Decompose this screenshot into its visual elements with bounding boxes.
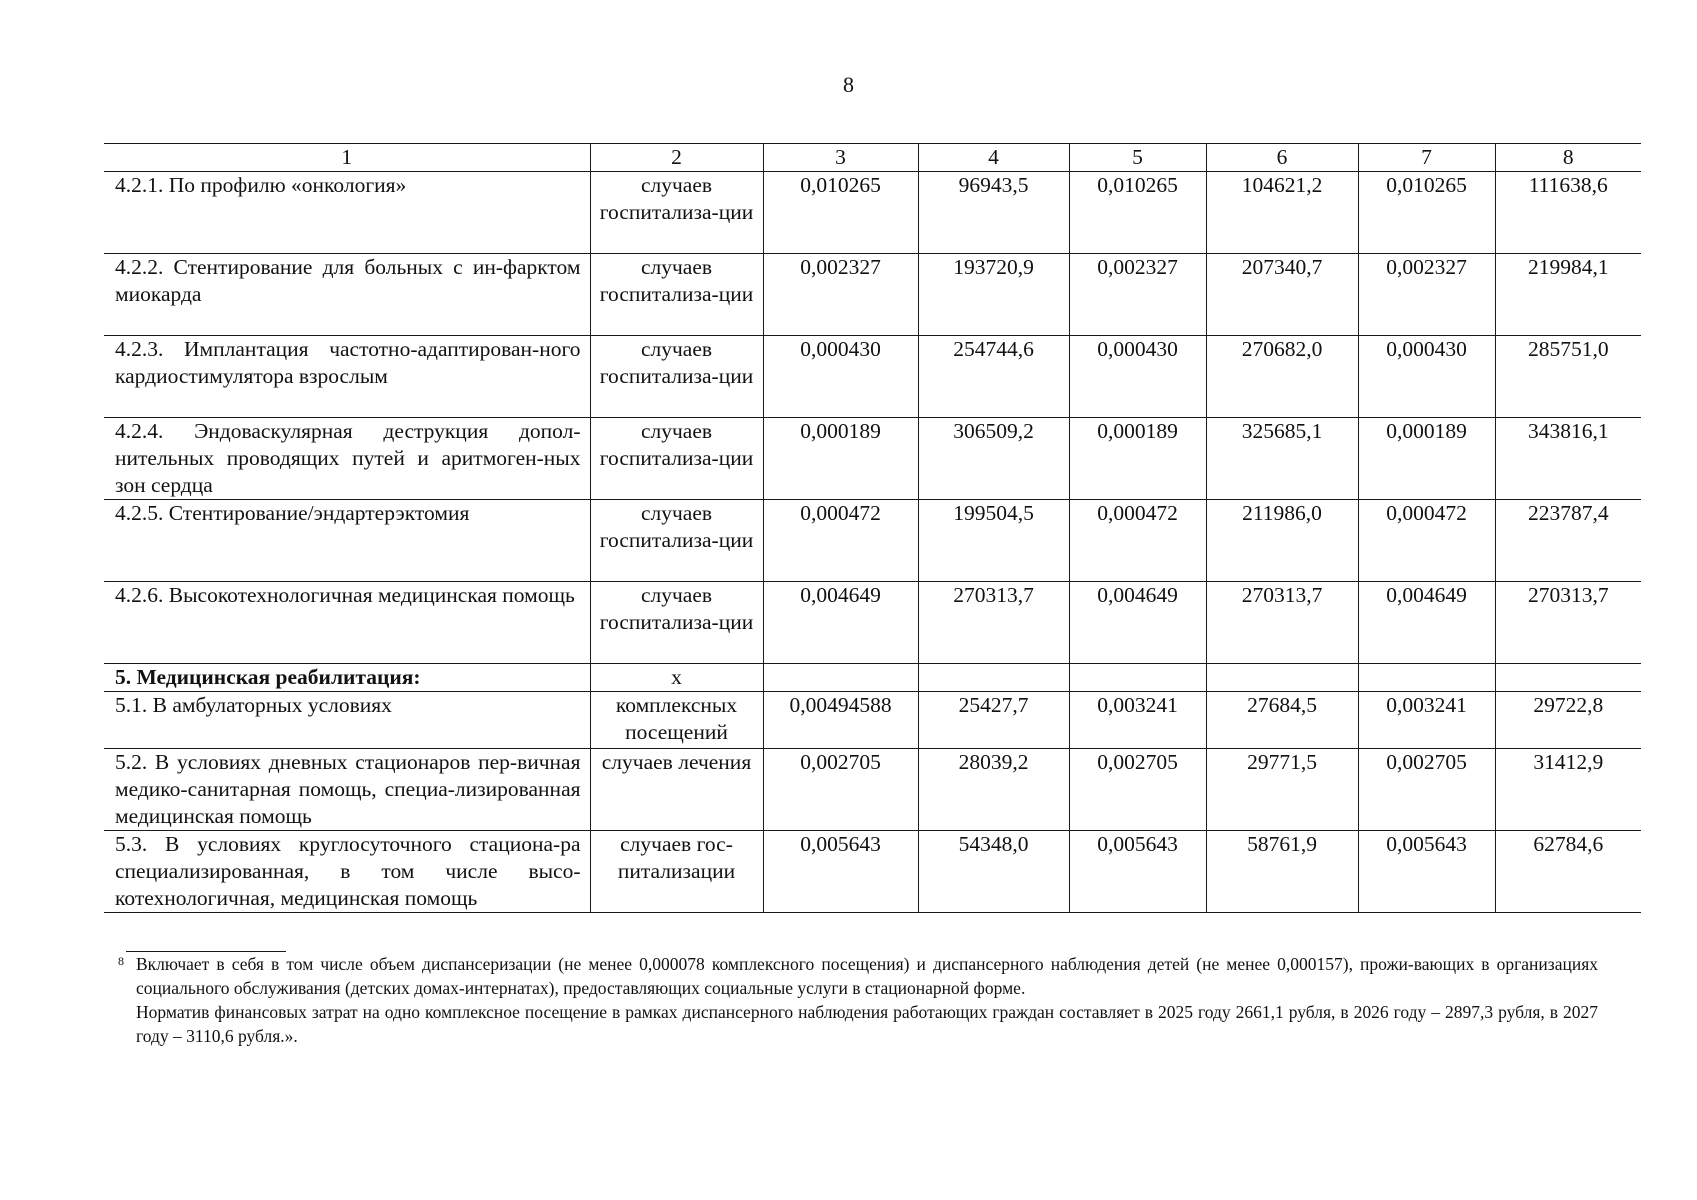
column-header: 7 — [1358, 144, 1495, 172]
cell-col-5: 0,000472 — [1069, 500, 1206, 582]
cell-col-5 — [1069, 664, 1206, 692]
row-unit: комплексных посещений — [590, 692, 763, 749]
column-header: 8 — [1495, 144, 1641, 172]
cell-col-8: 223787,4 — [1495, 500, 1641, 582]
cell-col-7: 0,004649 — [1358, 582, 1495, 664]
section-heading: 5. Медицинская реабилитация: — [104, 664, 590, 692]
column-header: 3 — [763, 144, 918, 172]
row-unit: случаев лечения — [590, 749, 763, 831]
cell-col-8: 219984,1 — [1495, 254, 1641, 336]
cell-col-3: 0,004649 — [763, 582, 918, 664]
table-row — [104, 831, 1641, 913]
cell-col-3: 0,005643 — [763, 831, 918, 913]
row-name: 5.1. В амбулаторных условиях — [104, 692, 590, 749]
cell-col-8: 285751,0 — [1495, 336, 1641, 418]
row-name: 4.2.6. Высокотехнологичная медицинская помощь — [104, 582, 590, 664]
cell-col-3: 0,010265 — [763, 172, 918, 254]
cell-col-5: 0,004649 — [1069, 582, 1206, 664]
cell-col-8: 270313,7 — [1495, 582, 1641, 664]
cell-col-7: 0,002705 — [1358, 749, 1495, 831]
column-header: 1 — [104, 144, 590, 172]
cell-col-5: 0,000430 — [1069, 336, 1206, 418]
row-unit: случаев госпитализа-ции — [590, 418, 763, 500]
table-row — [104, 254, 1641, 336]
footnote-paragraph: Включает в себя в том числе объем диспансеризации (не менее 0,000078 комплексного посещения) и диспансерного наблюдения детей (не менее 0,000157), прожи-вающих в организациях социального обслуживания (детских домах-интернатах), предоставляющих социальные услуги в стационарной форме. — [136, 954, 1598, 998]
cell-col-5: 0,002327 — [1069, 254, 1206, 336]
cell-col-8 — [1495, 664, 1641, 692]
cell-col-8: 111638,6 — [1495, 172, 1641, 254]
cell-col-6 — [1206, 664, 1358, 692]
cell-col-7: 0,002327 — [1358, 254, 1495, 336]
cell-col-6: 27684,5 — [1206, 692, 1358, 749]
table-row — [104, 172, 1641, 254]
table-row — [104, 582, 1641, 664]
cell-col-8: 343816,1 — [1495, 418, 1641, 500]
cell-col-6: 29771,5 — [1206, 749, 1358, 831]
row-name: 5.3. В условиях круглосуточного стациона-ра специализированная, в том числе высо-котехнологичная, медицинская помощь — [104, 831, 590, 913]
cell-col-6: 211986,0 — [1206, 500, 1358, 582]
footnote-marker: 8 — [118, 954, 124, 968]
row-unit: случаев госпитализа-ции — [590, 254, 763, 336]
row-unit: случаев гос-питализации — [590, 831, 763, 913]
cell-col-7: 0,010265 — [1358, 172, 1495, 254]
table-row — [104, 692, 1641, 749]
cell-col-3: 0,002327 — [763, 254, 918, 336]
cell-col-5: 0,002705 — [1069, 749, 1206, 831]
cell-col-4 — [918, 664, 1069, 692]
cell-col-6: 325685,1 — [1206, 418, 1358, 500]
cell-col-4: 199504,5 — [918, 500, 1069, 582]
cell-col-4: 254744,6 — [918, 336, 1069, 418]
cell-col-3: 0,00494588 — [763, 692, 918, 749]
row-name: 4.2.5. Стентирование/эндартерэктомия — [104, 500, 590, 582]
cell-col-6: 207340,7 — [1206, 254, 1358, 336]
row-name: 4.2.1. По профилю «онкология» — [104, 172, 590, 254]
row-unit: случаев госпитализа-ции — [590, 500, 763, 582]
cell-col-7: 0,003241 — [1358, 692, 1495, 749]
cell-col-5: 0,000189 — [1069, 418, 1206, 500]
cell-col-4: 306509,2 — [918, 418, 1069, 500]
table-row — [104, 749, 1641, 831]
cell-col-4: 28039,2 — [918, 749, 1069, 831]
cell-col-6: 104621,2 — [1206, 172, 1358, 254]
data-table — [104, 143, 1641, 913]
table-row — [104, 664, 1641, 692]
cell-col-3: 0,002705 — [763, 749, 918, 831]
cell-col-5: 0,003241 — [1069, 692, 1206, 749]
cell-col-6: 58761,9 — [1206, 831, 1358, 913]
cell-col-4: 270313,7 — [918, 582, 1069, 664]
page-number: 8 — [843, 72, 854, 97]
column-header: 6 — [1206, 144, 1358, 172]
row-unit: случаев госпитализа-ции — [590, 336, 763, 418]
cell-col-7: 0,000472 — [1358, 500, 1495, 582]
row-name: 4.2.3. Имплантация частотно-адаптирован-ного кардиостимулятора взрослым — [104, 336, 590, 418]
cell-col-3: 0,000189 — [763, 418, 918, 500]
cell-col-3: 0,000430 — [763, 336, 918, 418]
table-row — [104, 336, 1641, 418]
column-header: 2 — [590, 144, 763, 172]
row-name: 4.2.2. Стентирование для больных с ин-фарктом миокарда — [104, 254, 590, 336]
column-header: 4 — [918, 144, 1069, 172]
cell-col-4: 96943,5 — [918, 172, 1069, 254]
cell-col-7: 0,000430 — [1358, 336, 1495, 418]
cell-col-7: 0,005643 — [1358, 831, 1495, 913]
cell-col-4: 193720,9 — [918, 254, 1069, 336]
cell-col-7 — [1358, 664, 1495, 692]
cell-col-4: 25427,7 — [918, 692, 1069, 749]
row-unit: случаев госпитализа-ции — [590, 172, 763, 254]
cell-col-7: 0,000189 — [1358, 418, 1495, 500]
row-unit: случаев госпитализа-ции — [590, 582, 763, 664]
cell-col-3 — [763, 664, 918, 692]
row-name: 4.2.4. Эндоваскулярная деструкция допол-нительных проводящих путей и аритмоген-ных зон сердца — [104, 418, 590, 500]
cell-col-8: 29722,8 — [1495, 692, 1641, 749]
cell-col-4: 54348,0 — [918, 831, 1069, 913]
column-header: 5 — [1069, 144, 1206, 172]
cell-col-6: 270682,0 — [1206, 336, 1358, 418]
cell-col-5: 0,010265 — [1069, 172, 1206, 254]
footnotes — [118, 952, 1598, 1048]
row-name: 5.2. В условиях дневных стационаров пер-вичная медико-санитарная помощь, специа-лизированная медицинская помощь — [104, 749, 590, 831]
table-row — [104, 500, 1641, 582]
row-unit: х — [590, 664, 763, 692]
footnote-paragraph: Норматив финансовых затрат на одно комплексное посещение в рамках диспансерного наблюдения работающих граждан составляет в 2025 году 2661,1 рубля, в 2026 году – 2897,3 рубля, в 2027 году – 3110,6 рубля.». — [136, 1002, 1598, 1046]
cell-col-6: 270313,7 — [1206, 582, 1358, 664]
table-row — [104, 418, 1641, 500]
cell-col-3: 0,000472 — [763, 500, 918, 582]
table-header-row — [104, 144, 1641, 172]
cell-col-5: 0,005643 — [1069, 831, 1206, 913]
cell-col-8: 31412,9 — [1495, 749, 1641, 831]
cell-col-8: 62784,6 — [1495, 831, 1641, 913]
